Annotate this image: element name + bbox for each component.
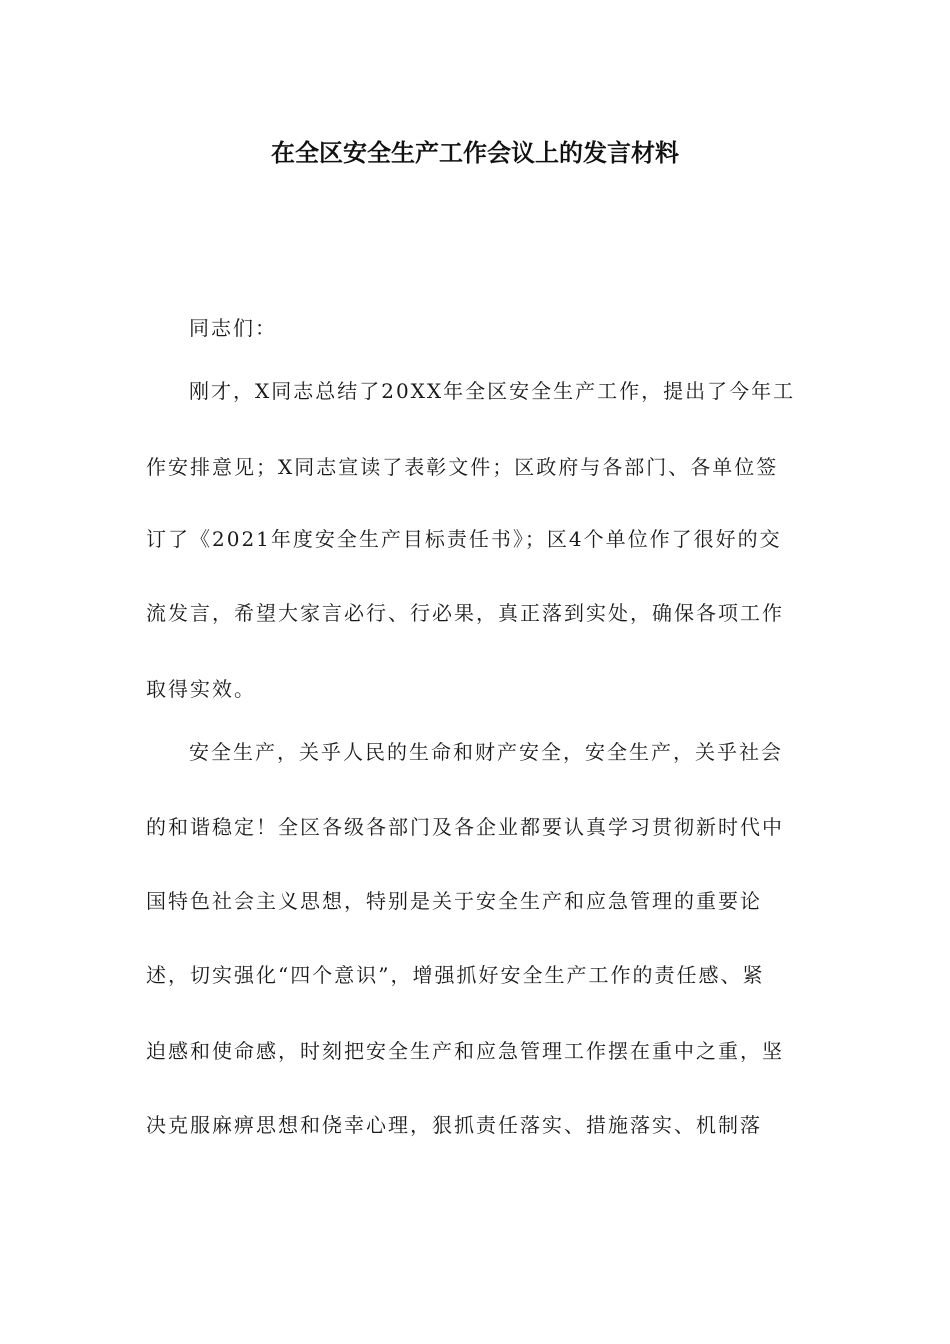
paragraph-1-line-1: 刚才，X同志总结了20XX年全区安全生产工作，提出了今年工 [189,379,796,403]
document-title: 在全区安全生产工作会议上的发言材料 [271,139,679,167]
salutation-line: 同志们： [189,316,277,340]
paragraph-2-line-3: 国特色社会主义思想，特别是关于安全生产和应急管理的重要论 [146,889,762,913]
paragraph-1-line-3: 订了《2021年度安全生产目标责任书》；区4个单位作了很好的交 [146,527,782,551]
paragraph-1-line-5: 取得实效。 [146,677,256,701]
paragraph-2-line-5: 迫感和使命感，时刻把安全生产和应急管理工作摆在重中之重，坚 [146,1039,784,1063]
paragraph-2-line-4: 述，切实强化“四个意识”，增强抓好安全生产工作的责任感、紧 [146,963,765,987]
paragraph-1-line-4: 流发言，希望大家言必行、行必果，真正落到实处，确保各项工作 [146,601,784,625]
paragraph-1-line-2: 作安排意见；X同志宣读了表彰文件；区政府与各部门、各单位签 [146,455,779,479]
paragraph-2-line-1: 安全生产，关乎人民的生命和财产安全，安全生产，关乎社会 [189,740,783,764]
paragraph-2-line-6: 决克服麻痹思想和侥幸心理，狠抓责任落实、措施落实、机制落 [146,1113,762,1137]
paragraph-2-line-2: 的和谐稳定！全区各级各部门及各企业都要认真学习贯彻新时代中 [146,815,784,839]
